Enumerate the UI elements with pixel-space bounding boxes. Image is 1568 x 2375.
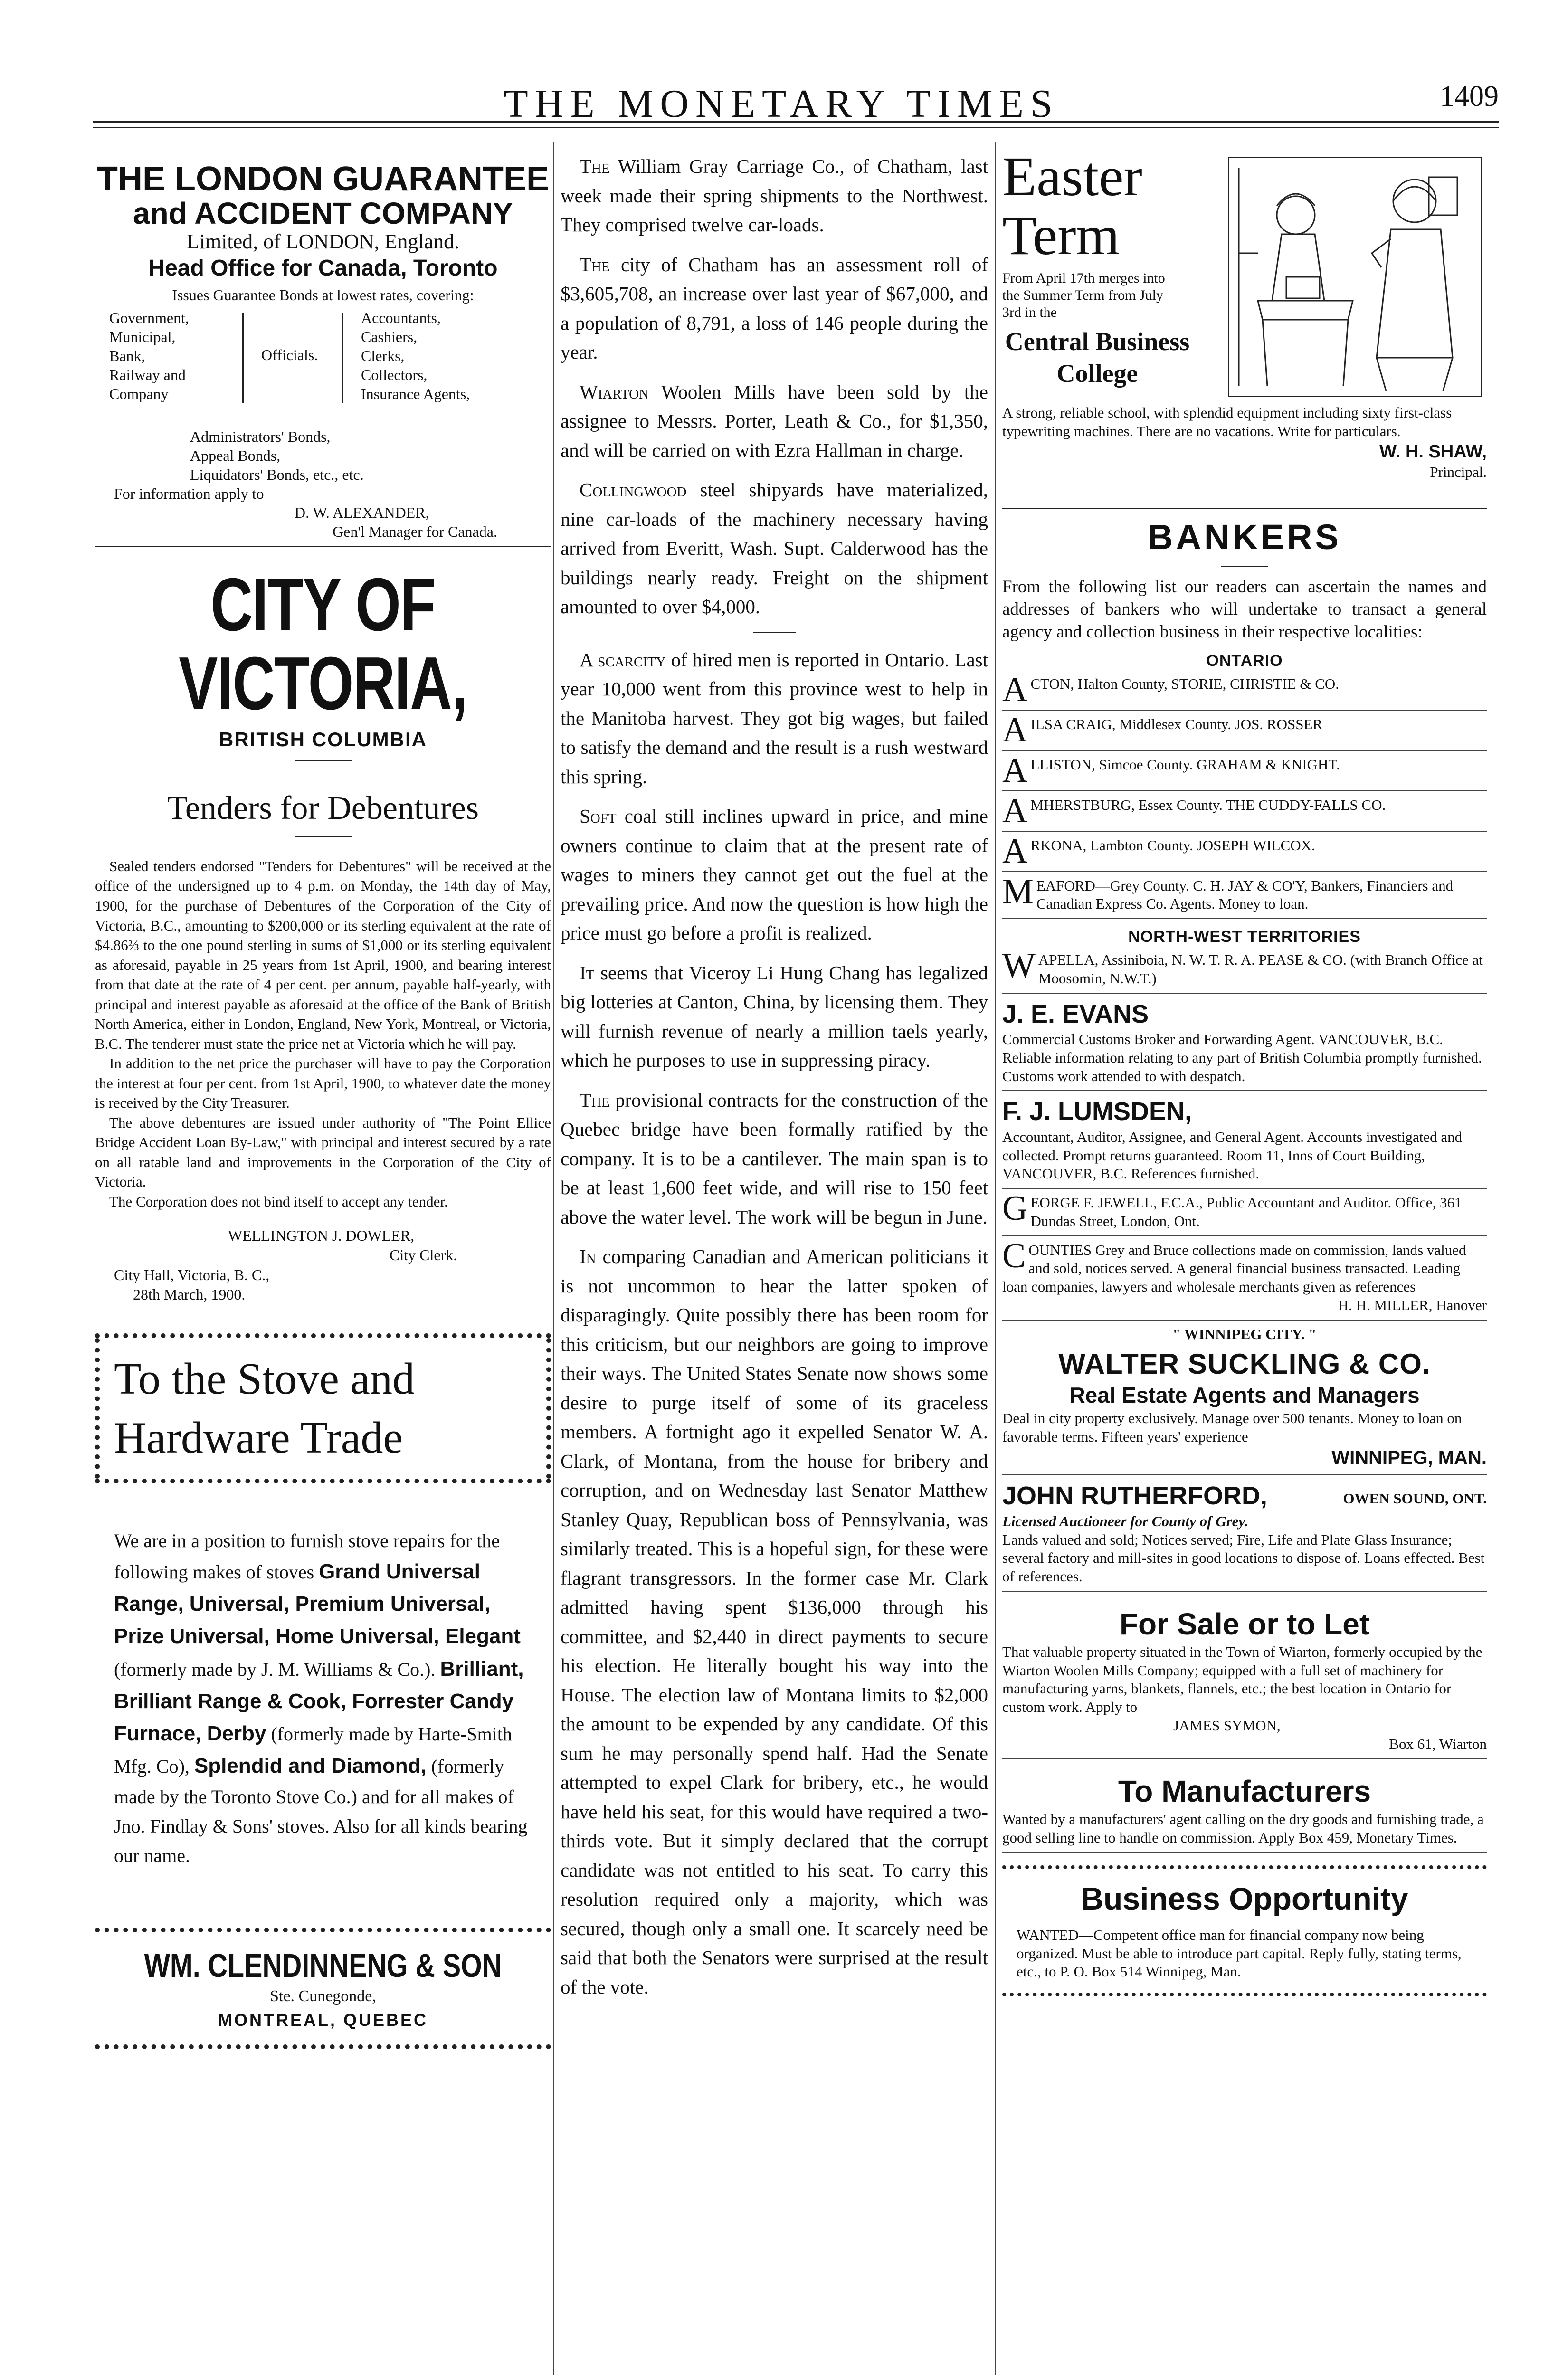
manufacturers-title: To Manufacturers (1118, 1774, 1371, 1809)
column-center (561, 152, 988, 2012)
news-text: provisional contracts for the construction of the Quebec bridge have been formally ratified by the company. It is to be a cantilever. The main span is to be at least 1,600 feet wide, and will rise to 150 feet above the water level. The work will be begun in June. (561, 1089, 988, 1228)
column-divider-1 (553, 142, 554, 2375)
masthead (93, 76, 1499, 142)
officials-right (361, 308, 551, 403)
banker-entry (1002, 711, 1487, 751)
london-guarantee-subtitle: Limited, of LONDON, England. (186, 229, 460, 253)
page-number: 1409 (1440, 80, 1499, 113)
signature-place: City Hall, Victoria, B. C., (114, 1266, 270, 1283)
news-lead: Collingwood (580, 479, 687, 501)
city-of-victoria-ad (95, 563, 551, 1305)
suckling-name: WALTER SUCKLING & CO. (1058, 1348, 1431, 1380)
officials-left (109, 308, 233, 403)
banker-entry (1002, 832, 1487, 872)
for-sale-title: For Sale or to Let (1119, 1606, 1370, 1641)
easter-text: A strong, reliable school, with splendid equipment including sixty first-class typewriting machines. There are no vacations. Write for particulars. (1002, 404, 1452, 439)
news-text: Woolen Mills have been sold by the assignee to Messrs. Porter, Leath & Co., for $1,350, and will be carried on with Ezra Hallman in charge. (561, 380, 988, 461)
manufacturers-ad (1002, 1759, 1487, 1853)
news-item (561, 646, 988, 792)
tender-body (95, 856, 551, 1212)
signature-date: 28th March, 1900. (133, 1286, 246, 1303)
drop-cap: W (1002, 946, 1036, 986)
short-rule (1221, 566, 1268, 567)
easter-signer: W. H. SHAW, (1379, 441, 1487, 462)
tender-signature (95, 1226, 551, 1305)
region-northwest: NORTH-WEST TERRITORIES (1128, 928, 1361, 946)
city-of-victoria-province: BRITISH COLUMBIA (219, 728, 427, 750)
london-guarantee-manager: D. W. ALEXANDER, (295, 504, 429, 522)
easter-title: Easter (1002, 145, 1142, 208)
news-separator (753, 632, 796, 633)
manufacturers-text: Wanted by a manufacturers' agent calling on the dry goods and furnishing trade, a good selling line to handle on commission. Apply Box 459, Monetary Times. (1002, 1811, 1484, 1846)
college-name: Central Business (1005, 327, 1190, 356)
officials-right-item: Accountants, (361, 309, 441, 327)
news-text: coal still inclines upward in price, and mine owners continue to claim that at the present rate of wages to miners they cannot get out the fuel at the prevailing price. And now the question is how high the price must go before a profit is realized. (561, 805, 988, 944)
news-lead: Wiarton (580, 380, 649, 403)
drop-cap: A (1002, 710, 1028, 750)
drop-cap: A (1002, 831, 1028, 871)
masthead-rule (93, 121, 1499, 123)
banker-entry (1002, 872, 1487, 920)
business-opportunity-title: Business Opportunity (1081, 1881, 1408, 1916)
london-guarantee-issues: Issues Guarantee Bonds at lowest rates, covering: (172, 286, 474, 304)
signer-name: WELLINGTON J. DOWLER, (228, 1226, 415, 1244)
officials-left-item: Government, (109, 309, 189, 327)
news-item (561, 1242, 988, 2002)
jewell-card (1002, 1189, 1487, 1236)
rutherford-card (1002, 1475, 1487, 1592)
london-guarantee-bonds (95, 427, 551, 484)
london-guarantee-head-office: Head Office for Canada, Toronto (148, 255, 498, 281)
miller-signer: H. H. MILLER, Hanover (1338, 1296, 1487, 1313)
news-text: seems that Viceroy Li Hung Chang has legalized big lotteries at Canton, China, by licensing them. They will furnish revenue of nearly a million taels yearly, which he purposes to use in suppressing piracy. (561, 961, 988, 1071)
masthead-rule-thin (93, 127, 1499, 128)
evans-card (1002, 994, 1487, 1092)
banker-text: LLISTON, Simcoe County. GRAHAM & KNIGHT. (1030, 756, 1340, 773)
suckling-sub: Real Estate Agents and Managers (1069, 1383, 1420, 1408)
tender-paragraph: Sealed tenders endorsed "Tenders for Debentures" will be received at the office of the undersigned up to 4 p.m. on Monday, the 14th day of May, 1900, for the purchase of Debentures of the Corporation of the City of Victoria, B.C., amounting to $200,000 or its sterling equivalent at the rate of $4.86⅔ to the one pound sterling in sums of $1,000 or its sterling equivalent as aforesaid, payable in 25 years from 1st April, 1900, and bearing interest from that date at the rate of 4 per cent. per annum, payable half-yearly, with principal and interest payable as aforesaid at the office of the Bank of British North America, either in London, England, New York, Montreal, or Victoria, B.C. The tenderer must state the price net at Victoria which he will pay. (95, 857, 551, 1052)
banker-text: MHERSTBURG, Essex County. THE CUDDY-FALLS CO. (1030, 796, 1386, 813)
officials-right-item: Insurance Agents, (361, 385, 470, 403)
tenders-title: Tenders for Debentures (167, 789, 479, 826)
london-guarantee-title-2: and ACCIDENT COMPANY (133, 196, 513, 230)
column-right (1002, 147, 1487, 1996)
news-lead: The (580, 1089, 610, 1111)
for-sale-signer: JAMES SYMON, (1173, 1717, 1281, 1734)
stove-makes-3: Splendid and Diamond, (194, 1754, 427, 1778)
publication-title: THE MONETARY TIMES (504, 82, 1059, 126)
officials-left-item: Company (109, 385, 169, 403)
london-guarantee-ad (95, 162, 551, 541)
drop-cap: A (1002, 670, 1028, 710)
stove-hardware-ad (95, 1333, 551, 1483)
easter-blurb: From April 17th merges into the Summer Term from July 3rd in the (1002, 270, 1165, 320)
suckling-text: Deal in city property exclusively. Manage over 500 tenants. Money to loan on favorable terms. Fifteen years' experience (1002, 1409, 1462, 1445)
tender-paragraph: The Corporation does not bind itself to accept any tender. (109, 1193, 448, 1210)
officials-label: Officials. (261, 346, 318, 364)
winnipeg-card (1002, 1320, 1487, 1476)
news-text: William Gray Carriage Co., of Chatham, last week made their spring shipments to the Northwest. They comprised twelve car-loads. (561, 155, 988, 236)
drop-cap: A (1002, 750, 1028, 790)
news-item (561, 152, 988, 240)
signer-role: City Clerk. (390, 1246, 457, 1264)
drop-cap: A (1002, 791, 1028, 830)
brace-left (242, 313, 244, 403)
stove-makes-2: Brilliant, Brilliant Range & Cook, Forrester Candy Furnace, Derby (114, 1657, 524, 1745)
clendinneng-ad (95, 1928, 551, 2049)
officials-list (95, 308, 551, 427)
bonds-line: Liquidators' Bonds, etc., etc. (190, 466, 364, 484)
border-right (546, 1338, 551, 1479)
news-item (561, 959, 988, 1075)
news-lead: The (580, 253, 610, 276)
business-opportunity-text: WANTED—Competent office man for financial company now being organized. Must be able to introduce part capital. Reply fully, stating terms, etc., to P. O. Box 514 Winnipeg, Man. (1017, 1926, 1462, 1980)
easter-title-2: Term (1002, 204, 1120, 266)
news-item (561, 1086, 988, 1232)
drop-cap: G (1002, 1189, 1028, 1228)
banker-text: CTON, Halton County, STORIE, CHRISTIE & CO. (1030, 675, 1340, 693)
college-name-2: College (1056, 359, 1138, 388)
for-sale-address: Box 61, Wiarton (1389, 1735, 1487, 1752)
stove-intro: We are in a position to furnish stove repairs for the following makes of stoves (114, 1530, 500, 1583)
stove-makes-1: Grand Universal Range, Universal, Premium Universal, Prize Universal, Home Universal, Elegant (114, 1560, 521, 1648)
lumsden-name: F. J. LUMSDEN, (1002, 1097, 1192, 1126)
news-text: comparing Canadian and American politicians it is not uncommon to hear the latter spoken of disparagingly. Quite possibly there has been room for this criticism, but our neighbors are going to improve their ways. The United States Senate now shows some desire to purge itself of some of its graceless members. A fortnight ago it expelled Senator W. A. Clark, of Montana, from the house for bribery and corruption, and on Wednesday last Senator Matthew Stanley Quay, Republican boss of Pennsylvania, was similarly treated. This is a hopeful sign, for these were flagrant transgressors. In the former case Mr. Clark admitted having spent $136,000 through his committee, and $2,440 in direct payments to secure his election. He literally bought his way into the House. The election law of Montana limits to $2,000 the amount to be expended by any candidate. Of this sum he may personally spend half. Had the Senate attempted to expel Clark for bribery, etc., he would have held his seat, for this would have required a two-thirds vote. But it simply declared that the corrupt candidate was not entitled to his seat. To carry this resolution required only a majority, which was secured, though only a small one. It scarcely need be said that both the Senators were surprised at the result of the vote. (561, 1245, 988, 1998)
column-divider-2 (995, 142, 996, 2375)
region-ontario: ONTARIO (1206, 652, 1283, 670)
brace-right (342, 313, 343, 403)
news-item (561, 802, 988, 948)
news-item (561, 475, 988, 622)
business-opportunity-ad (1002, 1865, 1487, 1996)
news-text: steel shipyards have materialized, nine car-loads of the machinery necessary having arrived from Everitt, Wash. Supt. Calderwood has the buildings nearly ready. Freight on the shipment amounted to over $4,000. (561, 479, 988, 618)
winnipeg-tag: " WINNIPEG CITY. " (1172, 1325, 1317, 1342)
officials-right-item: Collectors, (361, 366, 428, 384)
for-sale-ad (1002, 1592, 1487, 1759)
banker-entry (1002, 670, 1487, 711)
lumsden-card (1002, 1091, 1487, 1189)
news-lead: Soft (580, 805, 617, 827)
stove-ad-title-2: Hardware Trade (114, 1413, 403, 1463)
banker-text: EAFORD—Grey County. C. H. JAY & CO'Y, Bankers, Financiers and Canadian Express Co. Agents. Money to loan. (1036, 877, 1454, 912)
news-lead: It (580, 961, 595, 984)
divider (1002, 508, 1487, 509)
stove-note-2: (formerly made by Harte-Smith Mfg. Co), (114, 1723, 512, 1777)
suckling-city: WINNIPEG, MAN. (1331, 1447, 1487, 1469)
banker-text: ILSA CRAIG, Middlesex County. JOS. ROSSER (1030, 715, 1323, 732)
london-guarantee-title: THE LONDON GUARANTEE (97, 160, 549, 198)
evans-name: J. E. EVANS (1002, 999, 1149, 1028)
banker-entry (1002, 791, 1487, 832)
bonds-line: Appeal Bonds, (190, 447, 281, 465)
stove-note-1: (formerly made by J. M. Williams & Co.). (114, 1658, 436, 1680)
rutherford-name: JOHN RUTHERFORD, (1002, 1482, 1268, 1510)
stove-note-3: (formerly made by the Toronto Stove Co.) and for all makes of Jno. Findlay & Sons' stoves. Also for all kinds bearing our name. (114, 1756, 528, 1867)
tender-paragraph: In addition to the net price the purchaser will have to pay the Corporation the interest at four per cent. from 1st April, 1900, to whatever date the money is received by the City Treasurer. (95, 1055, 551, 1112)
news-item (561, 250, 988, 367)
tender-paragraph: The above debentures are issued under authority of "The Point Ellice Bridge Accident Loan By-Law," with principal and interest secured by a rate on all ratable land and improvements in the Corporation of the City of Victoria. (95, 1114, 551, 1190)
short-rule (295, 836, 352, 837)
border-left (95, 1338, 100, 1479)
banker-text: RKONA, Lambton County. JOSEPH WILCOX. (1030, 836, 1315, 854)
easter-term-ad (1002, 145, 1487, 480)
rutherford-sub: Licensed Auctioneer for County of Grey. (1002, 1512, 1248, 1530)
city-of-victoria-title: CITY OF VICTORIA, (179, 563, 467, 726)
clendinneng-name: WM. CLENDINNENG & SON (144, 1947, 502, 1985)
miller-card (1002, 1236, 1487, 1320)
clendinneng-city: MONTREAL, QUEBEC (218, 2010, 428, 2030)
officials-right-item: Clerks, (361, 347, 405, 365)
drop-cap: C (1002, 1236, 1026, 1275)
banker-entry (1002, 946, 1487, 994)
clendinneng-street: Ste. Cunegonde, (270, 1987, 376, 2005)
bankers-title: BANKERS (1148, 517, 1341, 557)
news-lead: In (580, 1245, 596, 1267)
for-sale-text: That valuable property situated in the Town of Wiarton, formerly occupied by the Wiarton Woolen Mills Company; equipped with a full set of machinery for manufacturing yarns, blankets, flannels, etc.; the best location in Ontario for custom work. Apply to (1002, 1643, 1482, 1716)
illustration-figures (1229, 158, 1481, 396)
news-item (561, 378, 988, 466)
bonds-line: Administrators' Bonds, (190, 428, 331, 446)
office-illustration (1228, 157, 1482, 397)
london-guarantee-info: For information apply to (114, 485, 264, 503)
miller-text: OUNTIES Grey and Bruce collections made on commission, lands valued and sold, notices served. A general financial business transacted. Leading loan companies, lawyers and wholesale merchants given as references (1002, 1241, 1466, 1295)
evans-text: Commercial Customs Broker and Forwarding Agent. VANCOUVER, B.C. Reliable information relating to any part of British Columbia promptly furnished. Customs work attended to with despatch. (1002, 1031, 1482, 1084)
news-text: of hired men is reported in Ontario. Last year 10,000 went from this province west to help in the Manitoba harvest. They got big wages, but failed to satisfy the demand and the result is a rush westward this spring. (561, 648, 988, 788)
rutherford-city: OWEN SOUND, ONT. (1343, 1490, 1487, 1507)
lumsden-text: Accountant, Auditor, Assignee, and General Agent. Accounts investigated and collected. Prompt returns guaranteed. Room 11, Inns of Court Building, VANCOUVER, B.C. References furnished. (1002, 1128, 1463, 1182)
banker-entry (1002, 751, 1487, 791)
easter-signer-role: Principal. (1430, 464, 1487, 480)
rutherford-text: Lands valued and sold; Notices served; Fire, Life and Plate Glass Insurance; several factory and mill-sites in good locations to dispose of. Loans effected. Best of references. (1002, 1531, 1485, 1585)
london-guarantee-manager-role: Gen'l Manager for Canada. (333, 523, 497, 541)
jewell-text: EORGE F. JEWELL, F.C.A., Public Accountant and Auditor. Office, 361 Dundas Street, London, Ont. (1030, 1194, 1462, 1229)
short-rule (295, 760, 352, 761)
stove-ad-body (95, 1526, 551, 1871)
news-lead: The (580, 155, 610, 177)
drop-cap: M (1002, 872, 1034, 911)
officials-left-item: Bank, (109, 347, 145, 365)
news-text: city of Chatham has an assessment roll of $3,605,708, an increase over last year of $67,000, and a population of 8,791, a loss of 146 people during the year. (561, 253, 988, 363)
column-left (95, 142, 551, 2049)
officials-left-item: Municipal, (109, 328, 176, 346)
stove-ad-title: To the Stove and (114, 1354, 415, 1404)
officials-left-item: Railway and (109, 366, 186, 384)
officials-right-item: Cashiers, (361, 328, 418, 346)
divider (95, 546, 551, 547)
news-lead: A scarcity (580, 648, 666, 671)
easter-description (1002, 404, 1487, 482)
bankers-intro: From the following list our readers can ascertain the names and addresses of bankers who will undertake to transact a general agency and collection business in their respective localities: (1002, 577, 1487, 642)
banker-text: APELLA, Assiniboia, N. W. T. R. A. PEASE & CO. (with Branch Office at Moosomin, N.W.T.) (1038, 951, 1483, 987)
